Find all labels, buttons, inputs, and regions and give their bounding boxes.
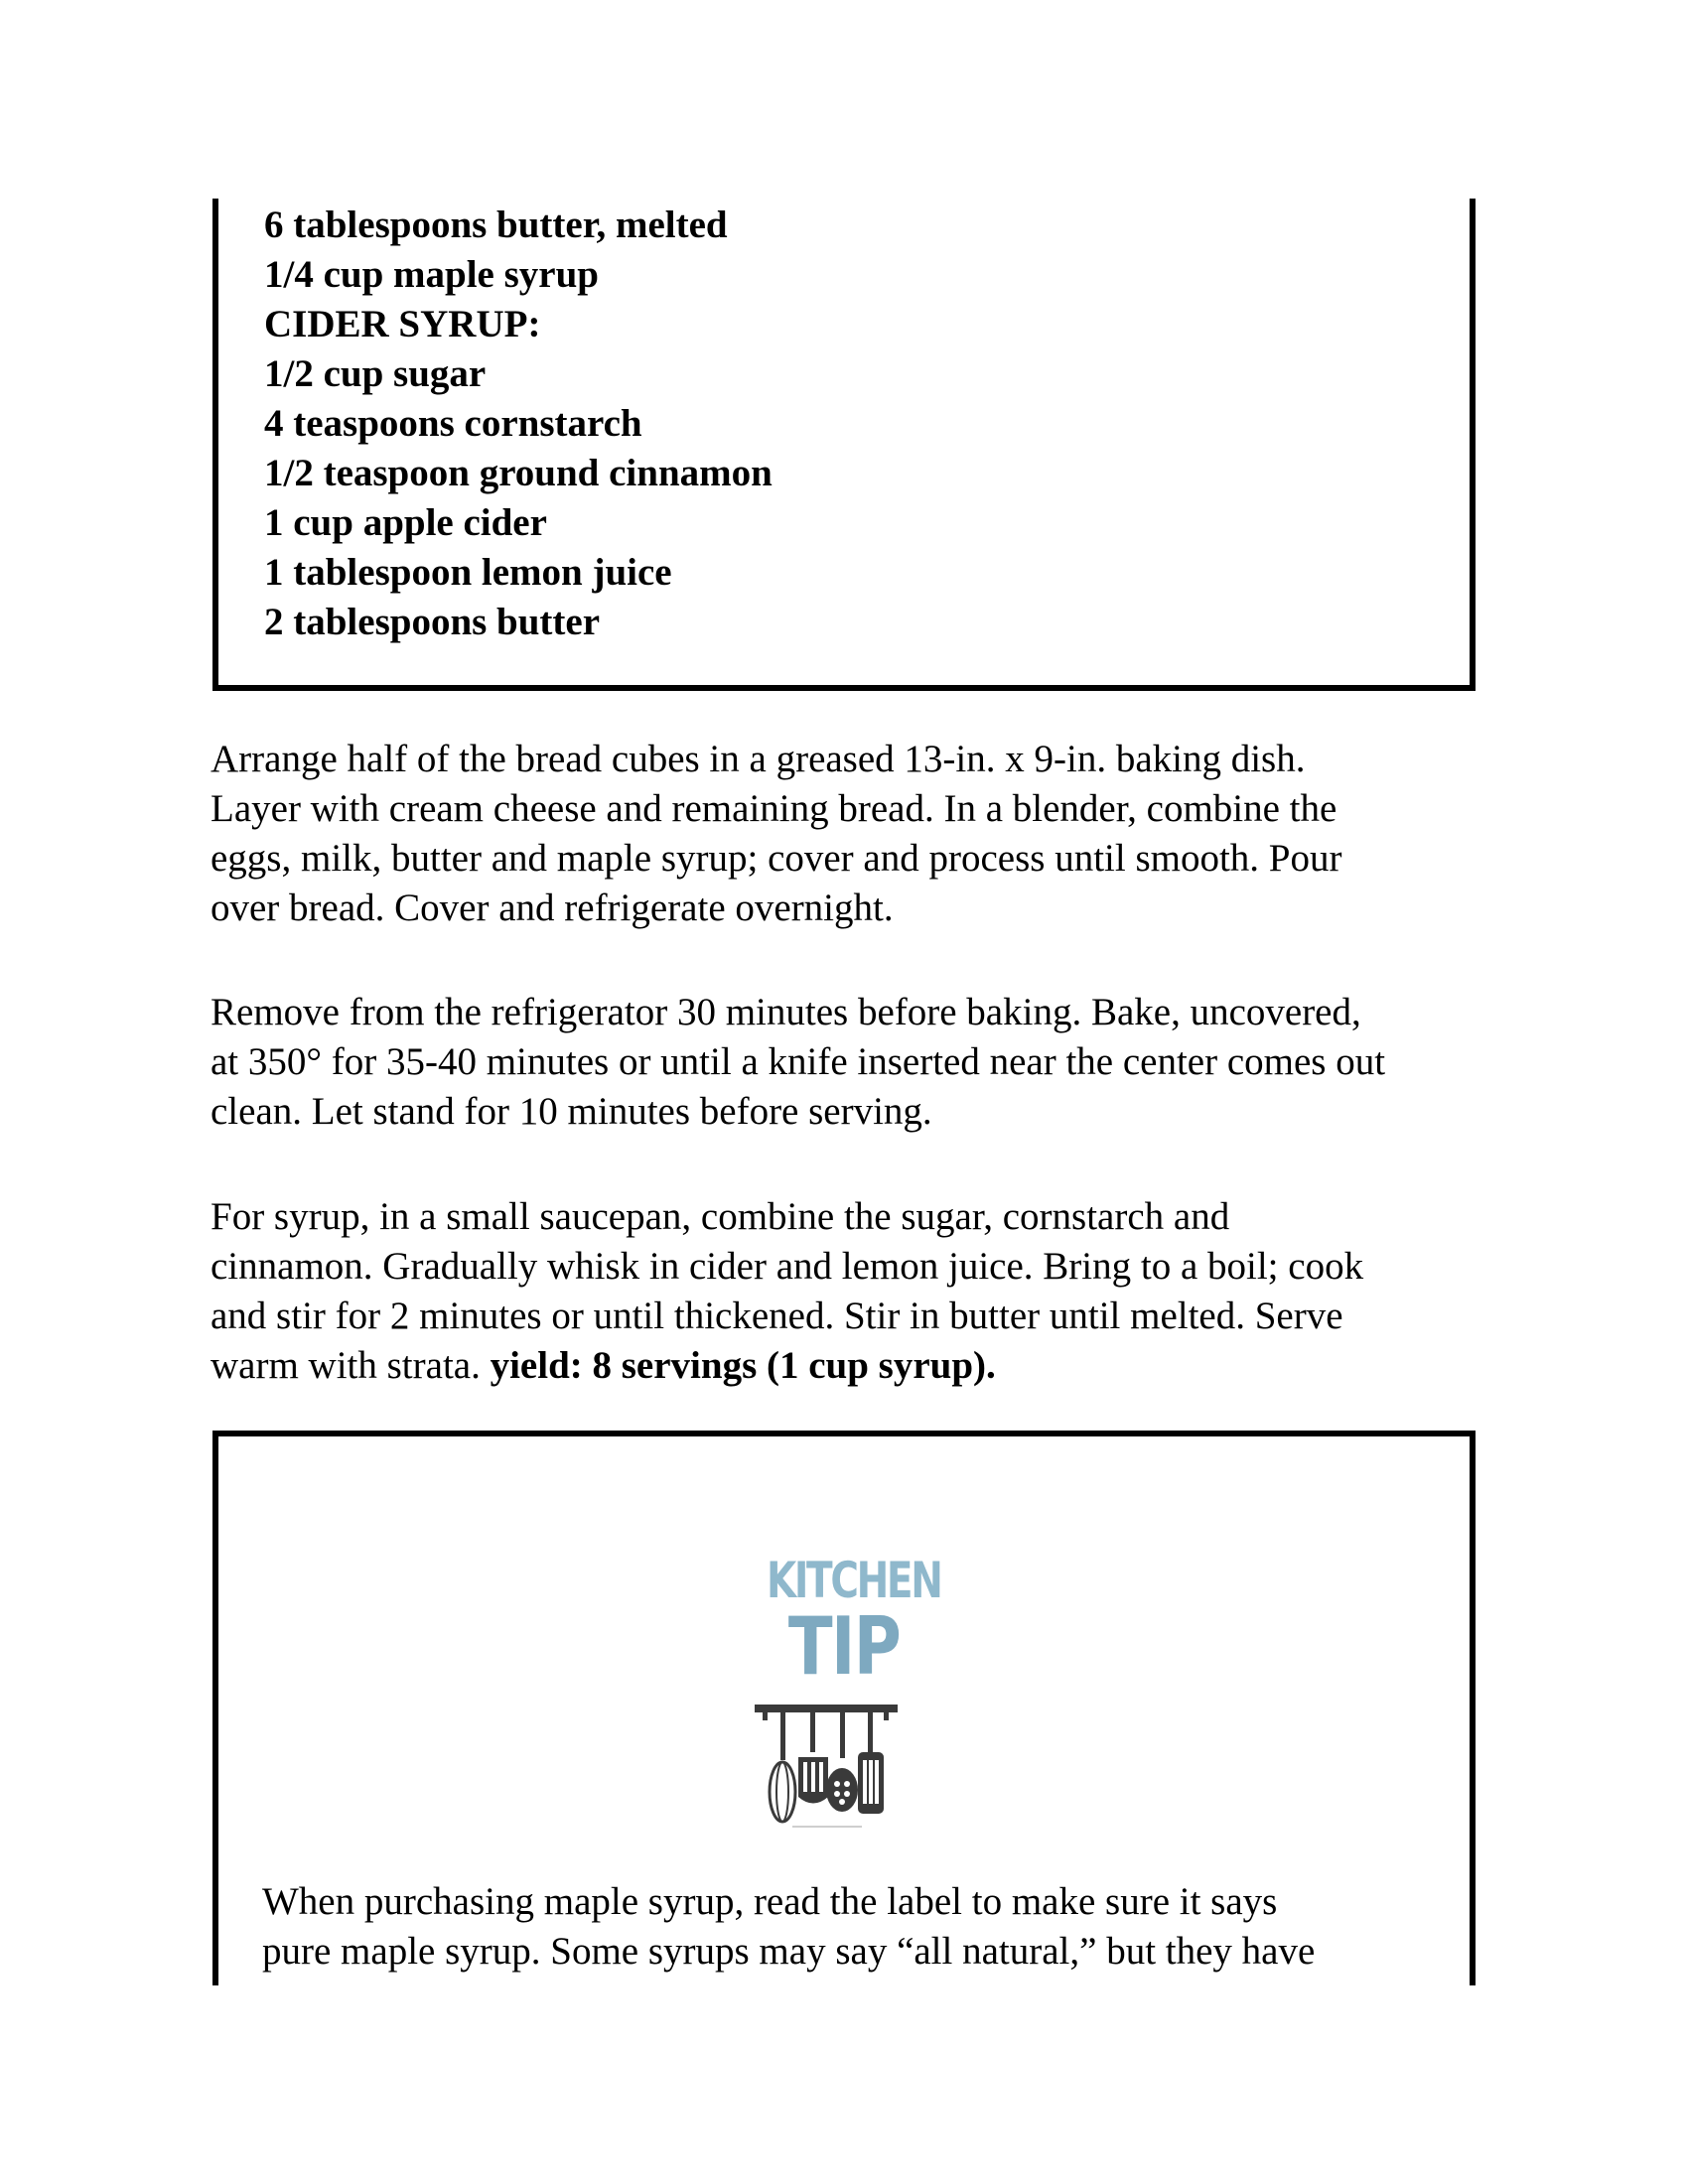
yield-text: yield: 8 servings (1 cup syrup). — [490, 1344, 996, 1387]
ingredient-item: 2 tablespoons butter — [264, 601, 601, 643]
kitchen-tip-logo — [745, 1554, 943, 1832]
direction-paragraph-3 — [211, 1192, 1491, 1391]
direction-paragraph-2: Remove from the refrigerator 30 minutes before baking. Bake, uncovered, at 350° for 35-40 minutes or until a knife inserted near the center comes out clean. Let stand for 10 minutes before serving. — [211, 991, 1386, 1133]
ingredient-item: 4 teaspoons cornstarch — [264, 402, 642, 445]
ingredient-item: 1/4 cup maple syrup — [264, 253, 599, 296]
ingredient-list — [264, 201, 773, 647]
kitchen-tip-box — [212, 1431, 1476, 1985]
kitchen-tip-text: When purchasing maple syrup, read the label to make sure it says pure maple syrup. Some syrups may say “all natural,” but they have — [262, 1880, 1316, 1973]
direction-paragraph-1: Arrange half of the bread cubes in a greased 13-in. x 9-in. baking dish. Layer with cream cheese and remaining bread. In a blender, combine the eggs, milk, butter and maple syrup; cover and process until smooth. Pour over bread. Cover and refrigerate overnight. — [211, 738, 1342, 929]
ingredient-section-heading: CIDER SYRUP: — [264, 303, 541, 345]
ingredient-item: 1/2 teaspoon ground cinnamon — [264, 452, 773, 494]
ingredient-item: 1 cup apple cider — [264, 501, 547, 544]
logo-tip-word: TIP — [787, 1600, 901, 1693]
ingredient-item: 1 tablespoon lemon juice — [264, 551, 672, 594]
ingredient-item: 1/2 cup sugar — [264, 352, 487, 395]
ingredient-box — [212, 199, 1476, 691]
ingredient-item: 6 tablespoons butter, melted — [264, 204, 728, 246]
utensil-rack-icon — [753, 1703, 902, 1832]
logo-kitchen-word: KITCHEN — [767, 1552, 941, 1609]
direction-paragraph-3-text: For syrup, in a small saucepan, combine the sugar, cornstarch and cinnamon. Gradually whisk in cider and lemon juice. Bring to a boil; cook and stir for 2 minutes or until thickened. Stir in butter until melted. Serve warm with strata. — [211, 1195, 1364, 1387]
